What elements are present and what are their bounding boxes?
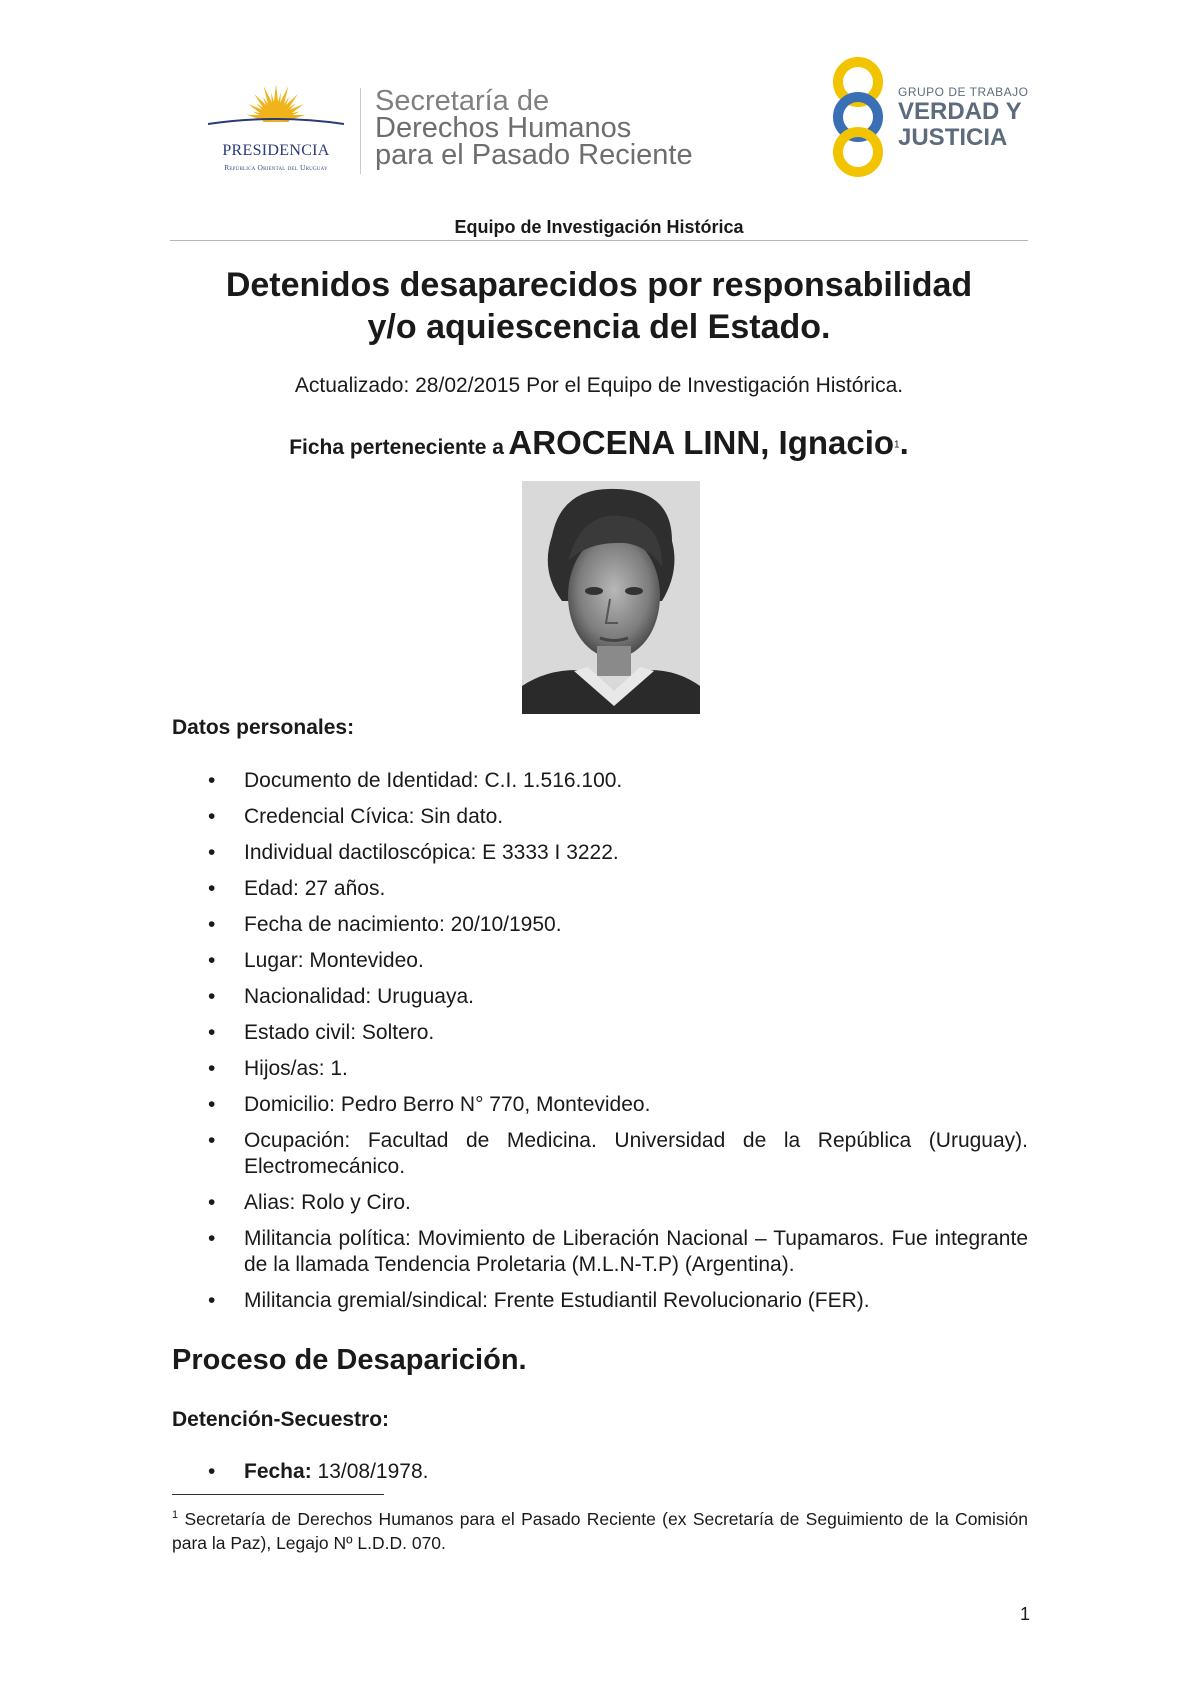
list-item: • Fecha de nacimiento: 20/10/1950. [172,912,1028,938]
proceso-heading: Proceso de Desaparición. [172,1344,527,1376]
fecha-label: Fecha: [244,1460,312,1483]
list-item: • Alias: Rolo y Ciro. [172,1190,1028,1216]
presidencia-logo [196,80,356,176]
page-number: 1 [1019,1604,1030,1624]
footnote-rule [172,1494,384,1495]
verdad-justicia-text [898,85,1028,151]
verdad-justicia-logo [818,55,1028,180]
logo-divider [360,88,361,174]
section-header-rule [170,240,1028,241]
portrait-photo [522,481,700,714]
datos-personales-list [172,768,1028,1314]
footnote-text: Secretaría de Derechos Humanos para el Pasado Reciente (ex Secretaría de Seguimiento de la Comisión para la Paz), Legajo Nº L.D.D. 070. [172,1508,1028,1553]
list-item: • Estado civil: Soltero. [172,1020,1028,1046]
list-item: • Domicilio: Pedro Berro N° 770, Montevideo. [172,1092,1028,1118]
list-item-fecha [172,1459,1028,1485]
list-item: • Ocupación: Facultad de Medicina. Universidad de la República (Uruguay). Electromecánico. [172,1128,1028,1180]
footnote-number: 1 [172,1509,179,1521]
list-item: • Militancia política: Movimiento de Liberación Nacional – Tupamaros. Fue integrante de la llamada Tendencia Proletaria (M.L.N-T.P) (Argentina). [172,1226,1028,1278]
presidencia-name: PRESIDENCIA [222,142,330,159]
ficha-line [170,424,1028,462]
fecha-value: 13/08/1978. [311,1460,429,1483]
list-item: • Nacionalidad: Uruguaya. [172,984,1028,1010]
footnote [172,1503,1028,1555]
list-item: • Edad: 27 años. [172,876,1028,902]
secretaria-line-3: para el Pasado Reciente [375,139,693,171]
presidencia-subtitle: República Oriental del Uruguay [224,163,328,172]
page-title-line-1: Detenidos desaparecidos por responsabilidad [225,266,973,304]
detencion-list [172,1459,1028,1485]
gtvj-line-1: GRUPO DE TRABAJO [898,85,1029,99]
footnote-ref[interactable]: 1 [894,439,900,451]
section-header: Equipo de Investigación Histórica [454,217,744,237]
list-item: • Militancia gremial/sindical: Frente Estudiantil Revolucionario (FER). [172,1288,1028,1314]
updated-line: Actualizado: 28/02/2015 Por el Equipo de Investigación Histórica. [294,374,904,397]
rings-icon [818,55,898,180]
list-item: • Credencial Cívica: Sin dato. [172,804,1028,830]
ficha-prefix: Ficha perteneciente a [289,436,504,459]
gtvj-line-3: JUSTICIA [898,124,1008,151]
person-name: AROCENA LINN, Ignacio [508,424,895,461]
detencion-heading: Detención-Secuestro: [172,1408,390,1431]
ficha-suffix: . [899,424,909,461]
list-item: • Lugar: Montevideo. [172,948,1028,974]
sun-icon [196,80,356,142]
list-item: • Individual dactiloscópica: E 3333 I 3222. [172,840,1028,866]
datos-personales-heading: Datos personales: [172,716,355,739]
list-item: • Documento de Identidad: C.I. 1.516.100. [172,768,1028,794]
list-item: • Hijos/as: 1. [172,1056,1028,1082]
page-title-line-2: y/o aquiescencia del Estado. [367,308,831,346]
page-title [170,264,1028,348]
gtvj-line-2: VERDAD Y [898,98,1022,125]
secretaria-title [375,85,693,171]
secretaria-line-2: Derechos Humanos [375,112,632,144]
secretaria-line-1: Secretaría de [375,85,550,117]
